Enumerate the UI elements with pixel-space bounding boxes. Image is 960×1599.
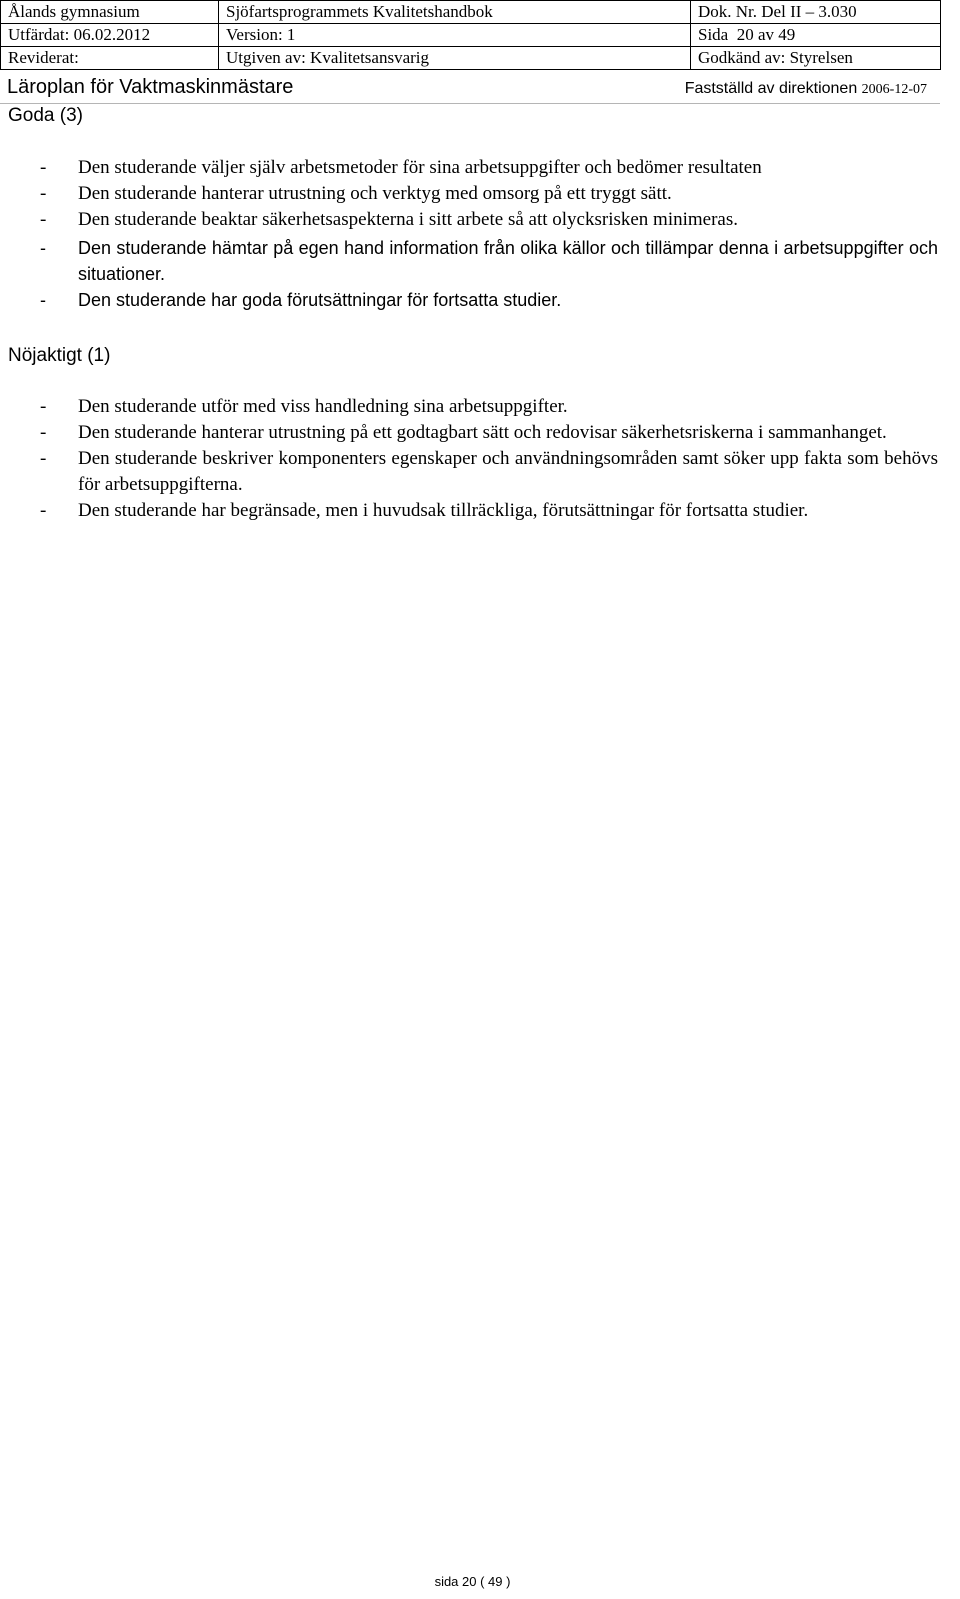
issued-date: Utfärdat: 06.02.2012 xyxy=(1,24,219,47)
list-item: - Den studerande beskriver komponenters egenskaper och användningsområden samt söker upp fakta som behövs för arbetsuppgifterna. xyxy=(40,446,938,498)
document-number: Dok. Nr. Del II – 3.030 xyxy=(691,1,941,24)
list-item: - Den studerande beaktar säkerhetsaspekterna i sitt arbete så att olycksrisken minimeras. xyxy=(40,207,938,233)
header-row-2 xyxy=(1,24,941,47)
page-footer: sida 20 ( 49 ) xyxy=(434,1574,511,1589)
curriculum-title-row xyxy=(0,73,940,104)
list-item: - Den studerande hanterar utrustning och verktyg med omsorg på ett tryggt sätt. xyxy=(40,181,938,207)
version: Version: 1 xyxy=(219,24,691,47)
list-item: - Den studerande har goda förutsättningar för fortsatta studier. xyxy=(40,287,938,313)
goda-heading: Goda (3) xyxy=(8,105,83,126)
curriculum-title: Läroplan för Vaktmaskinmästare xyxy=(7,76,294,98)
handbook-name: Sjöfartsprogrammets Kvalitetshandbok xyxy=(219,1,691,24)
established-label: Fastställd av direktionen xyxy=(684,80,858,97)
header-row-3 xyxy=(1,47,941,70)
list-item: - Den studerande väljer själv arbetsmetoder för sina arbetsuppgifter och bedömer resultaten xyxy=(40,155,938,181)
nojaktigt-heading: Nöjaktigt (1) xyxy=(8,345,111,366)
established-note xyxy=(685,79,927,100)
header-row-1 xyxy=(1,1,941,24)
revised-label: Reviderat: xyxy=(1,47,219,70)
goda-list xyxy=(40,155,938,233)
goda-list-continued xyxy=(40,235,938,313)
list-item: - Den studerande har begränsade, men i huvudsak tillräckliga, förutsättningar för fortsatta studier. xyxy=(40,498,938,524)
approved-by: Godkänd av: Styrelsen xyxy=(691,47,941,70)
document-header-table xyxy=(0,0,941,70)
school-name: Ålands gymnasium xyxy=(1,1,219,24)
page-indicator: Sida 20 av 49 xyxy=(691,24,941,47)
list-item: - Den studerande utför med viss handledning sina arbetsuppgifter. xyxy=(40,394,938,420)
established-date: 2006-12-07 xyxy=(861,82,927,97)
issued-by: Utgiven av: Kvalitetsansvarig xyxy=(219,47,691,70)
list-item: - Den studerande hanterar utrustning på ett godtagbart sätt och redovisar säkerhetsriskerna i sammanhanget. xyxy=(40,420,938,446)
list-item: - Den studerande hämtar på egen hand information från olika källor och tillämpar denna i arbetsuppgifter och situationer. xyxy=(40,235,938,287)
nojaktigt-list xyxy=(40,394,938,524)
